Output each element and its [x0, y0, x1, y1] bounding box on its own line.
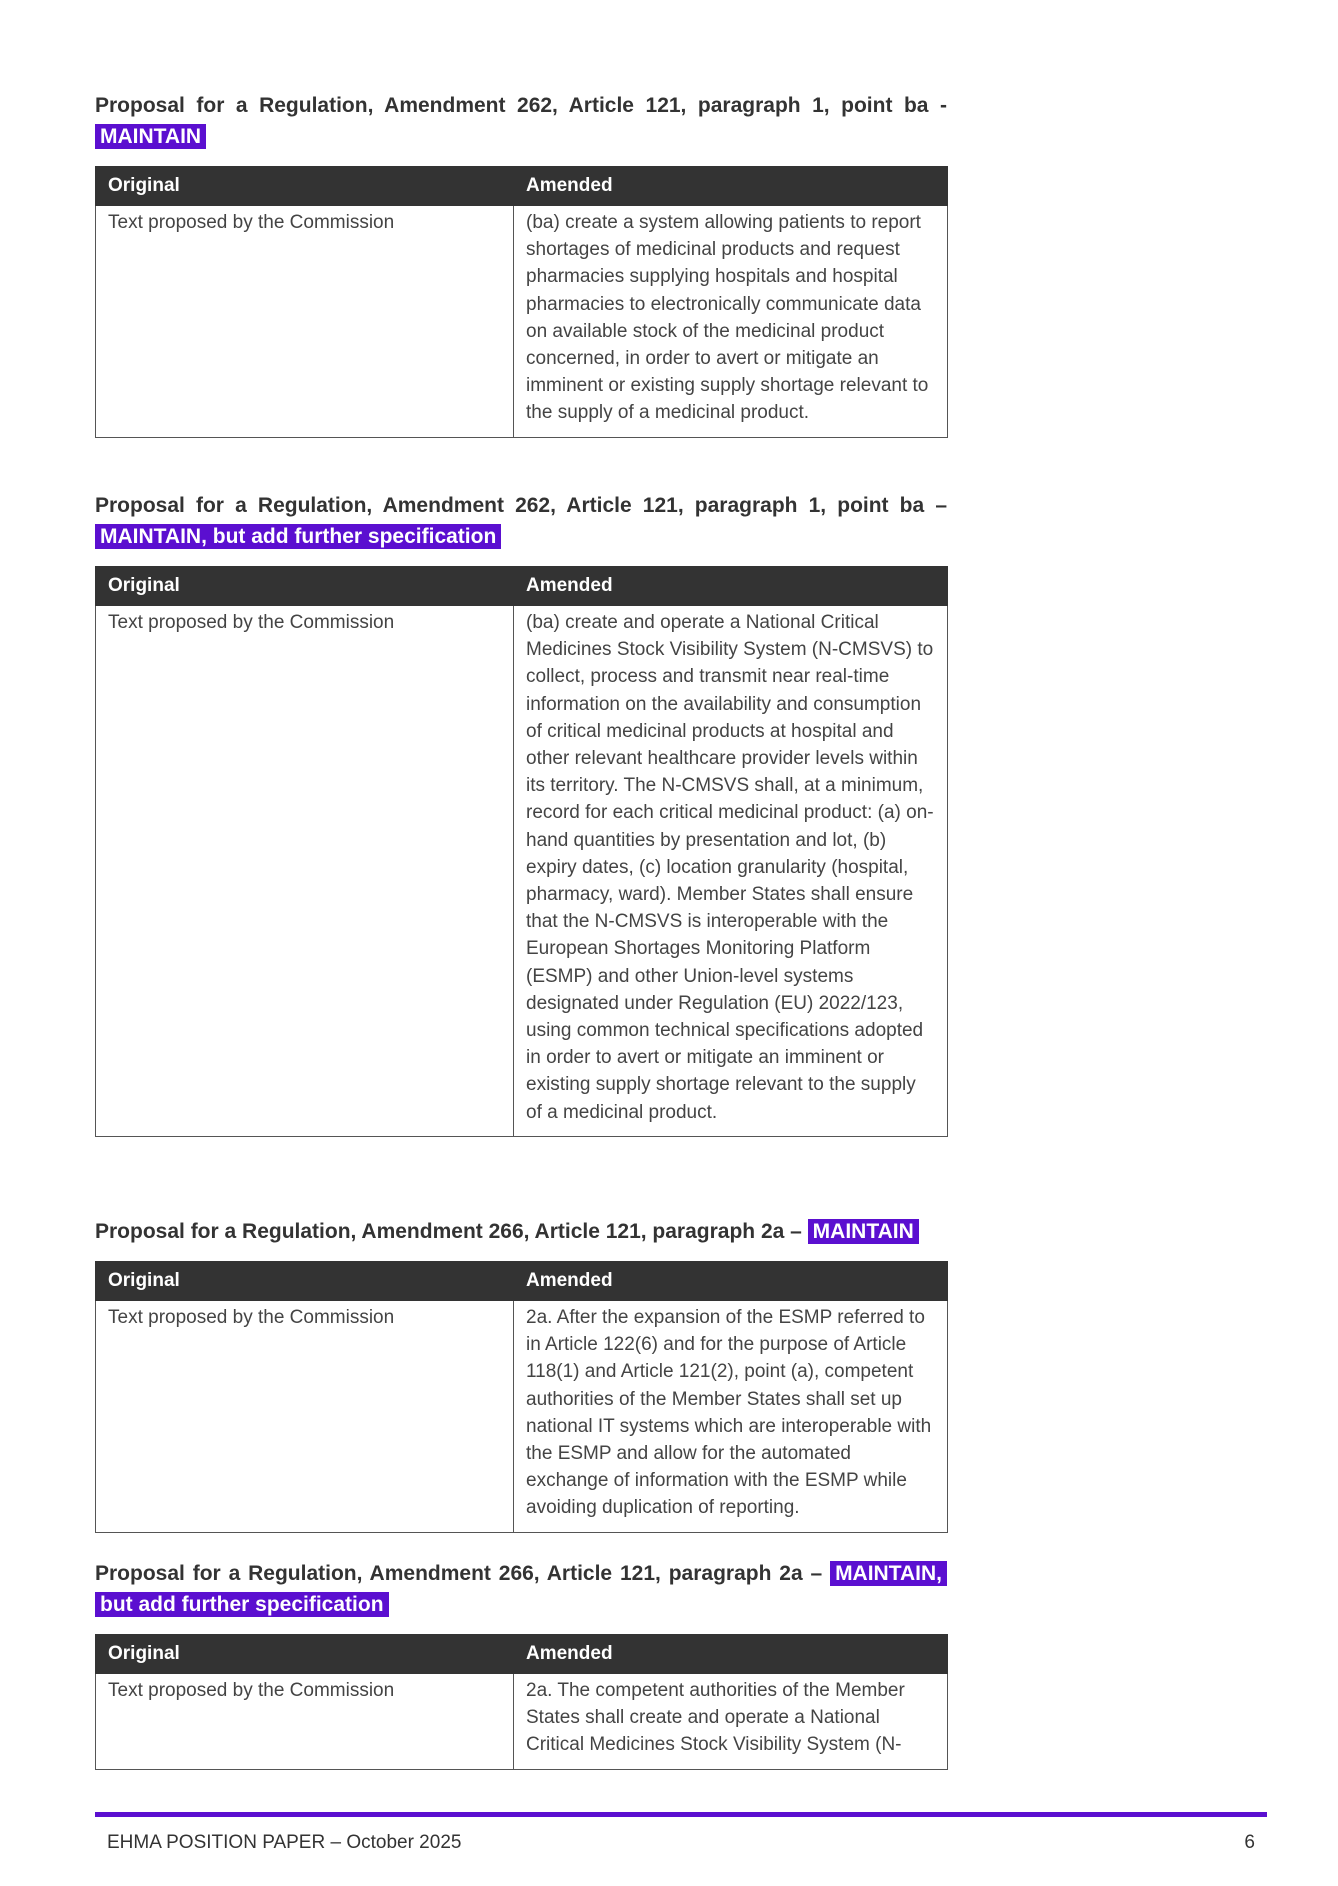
amendment-table [95, 166, 948, 438]
table-row [96, 606, 948, 1137]
footer-title: EHMA POSITION PAPER – October 2025 [107, 1832, 462, 1853]
section-heading [95, 90, 947, 152]
amendment-section-4 [95, 1558, 947, 1770]
amendment-section-3 [95, 1216, 947, 1533]
column-header-original: Original [96, 1635, 514, 1674]
table-row [96, 1301, 948, 1533]
table-header-row [96, 567, 948, 606]
amended-cell: 2a. The competent authorities of the Member States shall create and operate a National Critical Medicines Stock Visibility System (N- [514, 1674, 948, 1770]
position-tag: MAINTAIN [95, 124, 206, 149]
page-number: 6 [1244, 1832, 1255, 1853]
heading-text: Proposal for a Regulation, Amendment 266, Article 121, paragraph 2a – [95, 1220, 802, 1243]
table-header-row [96, 167, 948, 206]
section-heading [95, 490, 947, 552]
section-heading [95, 1216, 947, 1247]
amendment-table [95, 1634, 948, 1770]
original-cell: Text proposed by the Commission [96, 1301, 514, 1533]
footer-divider [95, 1812, 1267, 1817]
column-header-original: Original [96, 1262, 514, 1301]
column-header-original: Original [96, 567, 514, 606]
column-header-amended: Amended [514, 1262, 948, 1301]
column-header-original: Original [96, 167, 514, 206]
amended-cell: 2a. After the expansion of the ESMP referred to in Article 122(6) and for the purpose of Article 118(1) and Article 121(2), point (a), competent authorities of the Member States shall set up national IT systems which are interoperable with the ESMP and allow for the automated exchange of information with the ESMP while avoiding duplication of reporting. [514, 1301, 948, 1533]
amendment-table [95, 1261, 948, 1533]
table-header-row [96, 1262, 948, 1301]
position-tag: MAINTAIN, but add further specification [95, 1561, 947, 1617]
amended-cell: (ba) create a system allowing patients to report shortages of medicinal products and request pharmacies supplying hospitals and hospital pharmacies to electronically communicate data on available stock of the medicinal product concerned, in order to avert or mitigate an imminent or existing supply shortage relevant to the supply of a medicinal product. [514, 206, 948, 438]
column-header-amended: Amended [514, 167, 948, 206]
section-heading [95, 1558, 947, 1620]
column-header-amended: Amended [514, 1635, 948, 1674]
original-cell: Text proposed by the Commission [96, 1674, 514, 1770]
table-row [96, 1674, 948, 1770]
column-header-amended: Amended [514, 567, 948, 606]
original-cell: Text proposed by the Commission [96, 206, 514, 438]
original-cell: Text proposed by the Commission [96, 606, 514, 1137]
heading-text: Proposal for a Regulation, Amendment 262, Article 121, paragraph 1, point ba - [95, 94, 947, 117]
position-tag: MAINTAIN, but add further specification [95, 524, 501, 549]
heading-text: Proposal for a Regulation, Amendment 266, Article 121, paragraph 2a – [95, 1562, 823, 1585]
amendment-section-2 [95, 490, 947, 1137]
amendment-table [95, 566, 948, 1137]
position-tag: MAINTAIN [808, 1219, 919, 1244]
amended-cell: (ba) create and operate a National Critical Medicines Stock Visibility System (N-CMSVS) to collect, process and transmit near real-time information on the availability and consumption of critical medicinal products at hospital and other relevant healthcare provider levels within its territory. The N-CMSVS shall, at a minimum, record for each critical medicinal product: (a) on-hand quantities by presentation and lot, (b) expiry dates, (c) location granularity (hospital, pharmacy, ward). Member States shall ensure that the N-CMSVS is interoperable with the European Shortages Monitoring Platform (ESMP) and other Union-level systems designated under Regulation (EU) 2022/123, using common technical specifications adopted in order to avert or mitigate an imminent or existing supply shortage relevant to the supply of a medicinal product. [514, 606, 948, 1137]
heading-text: Proposal for a Regulation, Amendment 262, Article 121, paragraph 1, point ba – [95, 494, 947, 517]
amendment-section-1 [95, 90, 947, 438]
table-row [96, 206, 948, 438]
table-header-row [96, 1635, 948, 1674]
